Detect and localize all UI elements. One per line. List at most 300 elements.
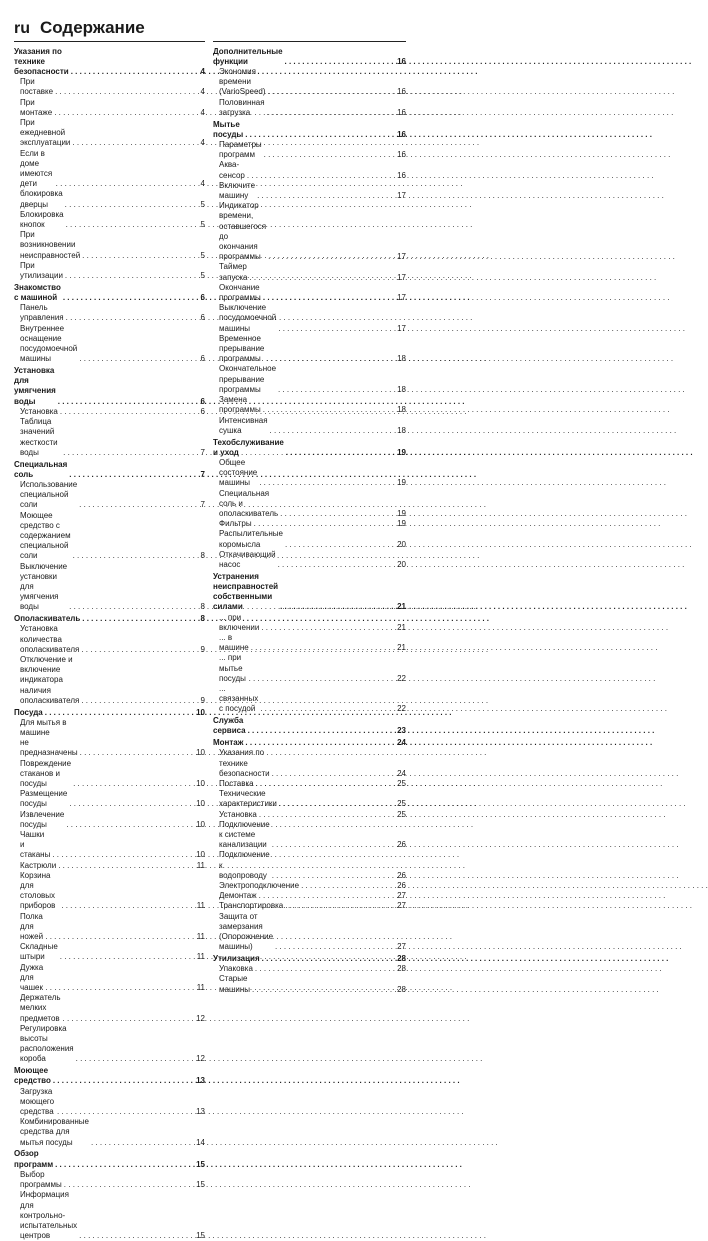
toc-entry-label: Экономия времени (VarioSpeed) bbox=[219, 67, 266, 97]
toc-page-number: 5 bbox=[200, 250, 205, 260]
toc-entry-label: Утилизация bbox=[213, 954, 260, 964]
toc-page-number: 8 bbox=[200, 602, 205, 612]
toc-entry bbox=[14, 417, 205, 458]
toc-page-number: 4 bbox=[200, 138, 205, 148]
toc-entry-label: Служба сервиса bbox=[213, 716, 246, 736]
dot-leader bbox=[61, 901, 193, 911]
toc-entry bbox=[213, 789, 406, 809]
dot-leader bbox=[73, 551, 193, 561]
toc-entry bbox=[213, 633, 406, 653]
toc-section-heading bbox=[213, 438, 406, 458]
toc-entry-label: Панель управления bbox=[20, 303, 64, 323]
toc-entry-label: Корзина для столовых приборов bbox=[20, 870, 56, 911]
toc-entry bbox=[14, 261, 205, 281]
toc-entry bbox=[14, 511, 205, 562]
toc-page-number: 16 bbox=[397, 107, 406, 117]
toc-entry-label: Размещение посуды bbox=[20, 789, 68, 809]
toc-page-number: 16 bbox=[397, 170, 406, 180]
dot-leader bbox=[261, 623, 394, 633]
toc-page-number: 5 bbox=[200, 271, 205, 281]
toc-entry bbox=[213, 283, 406, 303]
dot-leader bbox=[279, 799, 394, 809]
toc-page-number: 13 bbox=[196, 1076, 205, 1086]
toc-page-number: 5 bbox=[200, 199, 205, 209]
dot-leader bbox=[58, 861, 193, 871]
toc-entry bbox=[14, 189, 205, 209]
toc-entry bbox=[14, 993, 205, 1024]
dot-leader bbox=[264, 150, 394, 160]
toc-page-number: 26 bbox=[397, 881, 406, 891]
toc-page-number: 23 bbox=[397, 726, 406, 736]
toc-page-number: 11 bbox=[196, 932, 205, 942]
dot-leader bbox=[69, 470, 193, 480]
dot-leader bbox=[268, 87, 394, 97]
toc-entry-label: При монтаже bbox=[20, 97, 53, 117]
toc-page-number: 27 bbox=[397, 891, 406, 901]
toc-entry-label: Таблица значений жесткости воды bbox=[20, 417, 58, 457]
toc-section-heading bbox=[14, 47, 205, 78]
toc-entry-label: Установка bbox=[219, 809, 257, 819]
toc-entry bbox=[213, 529, 406, 549]
toc-page-number: 17 bbox=[397, 293, 406, 303]
toc-entry-label: Держатель мелких предметов bbox=[20, 993, 61, 1023]
toc-page-number: 16 bbox=[397, 129, 406, 139]
toc-entry bbox=[14, 963, 205, 994]
toc-entry bbox=[14, 810, 205, 830]
toc-section-heading bbox=[14, 614, 205, 624]
toc-page-number: 10 bbox=[196, 819, 205, 829]
dot-leader bbox=[79, 500, 193, 510]
toc-entry bbox=[14, 861, 205, 871]
toc-page-number: 17 bbox=[397, 252, 406, 262]
toc-entry-label: Параметры программ bbox=[219, 140, 262, 160]
toc-page-number: 24 bbox=[397, 738, 406, 748]
toc-page-number: 18 bbox=[397, 384, 406, 394]
toc-entry-label: Устранения неисправностей собственными силами bbox=[213, 571, 279, 612]
toc-page-number: 17 bbox=[397, 323, 406, 333]
toc-entry bbox=[213, 810, 406, 820]
dot-leader bbox=[272, 871, 394, 881]
toc-page-number: 25 bbox=[397, 799, 406, 809]
toc-page-number: 7 bbox=[200, 469, 205, 479]
toc-page-number: 18 bbox=[397, 354, 406, 364]
page-header bbox=[14, 18, 145, 40]
toc-entry-label: Техобслуживание и уход bbox=[213, 437, 284, 457]
toc-page-number: 10 bbox=[196, 778, 205, 788]
dot-leader bbox=[80, 748, 193, 758]
toc-entry-label: Ополаскиватель bbox=[14, 614, 81, 624]
toc-page-number: 11 bbox=[196, 983, 205, 993]
toc-section-heading bbox=[14, 708, 205, 718]
toc-page-number: 22 bbox=[397, 704, 406, 714]
toc-entry bbox=[213, 364, 406, 395]
toc-entry-label: ... в машине bbox=[219, 632, 249, 653]
dot-leader bbox=[45, 983, 193, 993]
dot-leader bbox=[66, 820, 193, 830]
toc-entry-label: Распылительные коромысла bbox=[219, 529, 283, 549]
toc-page-number: 11 bbox=[196, 901, 205, 911]
dot-leader bbox=[272, 840, 394, 850]
dot-leader bbox=[71, 67, 193, 77]
toc-entry bbox=[213, 820, 406, 851]
toc-page-number: 28 bbox=[397, 954, 406, 964]
dot-leader bbox=[63, 1014, 193, 1024]
toc-entry-label: При возникновении неисправностей bbox=[20, 230, 81, 260]
toc-page-number: 27 bbox=[397, 942, 406, 952]
dot-leader bbox=[254, 519, 394, 529]
dot-leader bbox=[72, 138, 193, 148]
toc-right-column bbox=[213, 45, 406, 995]
toc-entry-label: Отключение и включение индикатора наличия ополаскивателя bbox=[20, 654, 80, 705]
toc-page-number: 15 bbox=[196, 1231, 205, 1241]
dot-leader bbox=[255, 964, 394, 974]
toc-entry bbox=[14, 1117, 205, 1148]
dot-leader bbox=[260, 704, 394, 714]
toc-entry-label: Указания по технике безопасности bbox=[14, 46, 69, 76]
toc-entry-label: Откачивающий насос bbox=[219, 549, 276, 569]
dot-leader bbox=[63, 448, 193, 458]
toc-entry bbox=[213, 181, 406, 201]
toc-page-number: 28 bbox=[397, 964, 406, 974]
dot-leader bbox=[245, 130, 394, 140]
toc-page-number: 6 bbox=[200, 406, 205, 416]
dot-leader bbox=[268, 252, 394, 262]
toc-page-number: 11 bbox=[196, 952, 205, 962]
dot-leader bbox=[66, 220, 193, 230]
toc-entry bbox=[213, 653, 406, 684]
dot-leader bbox=[252, 985, 394, 995]
dot-leader bbox=[285, 57, 394, 67]
toc-page-number: 10 bbox=[196, 707, 205, 717]
toc-entry-label: ... связанных с посудой bbox=[219, 683, 259, 714]
toc-entry bbox=[213, 974, 406, 994]
dot-leader bbox=[82, 251, 193, 261]
toc-entry-label: Использование специальной соли bbox=[20, 479, 78, 510]
toc-page-number: 18 bbox=[397, 425, 406, 435]
toc-entry bbox=[14, 655, 205, 706]
toc-entry-label: Установка bbox=[20, 406, 58, 416]
toc-page-number: 10 bbox=[196, 799, 205, 809]
toc-left-column bbox=[14, 45, 205, 1241]
dot-leader bbox=[69, 602, 193, 612]
dot-leader bbox=[57, 1107, 193, 1117]
toc-page-number: 20 bbox=[397, 559, 406, 569]
toc-page-number: 8 bbox=[200, 551, 205, 561]
toc-entry bbox=[14, 324, 205, 365]
toc-entry-label: Выключение посудомоечной машины bbox=[219, 303, 277, 333]
toc-entry bbox=[14, 230, 205, 261]
dot-leader bbox=[286, 448, 394, 458]
toc-page-number: 6 bbox=[200, 313, 205, 323]
toc-entry-label: Если в доме имеются дети bbox=[20, 148, 53, 189]
toc-entry-label: Аква-сенсор bbox=[219, 160, 245, 180]
toc-entry-label: Фильтры bbox=[219, 519, 252, 529]
toc-page-number: 6 bbox=[200, 354, 205, 364]
toc-entry-label: Старые машины bbox=[219, 974, 251, 994]
dot-leader bbox=[249, 674, 394, 684]
toc-entry bbox=[213, 519, 406, 529]
toc-page-number: 12 bbox=[196, 1054, 205, 1064]
toc-entry bbox=[213, 201, 406, 262]
toc-entry-label: Обзор программ bbox=[14, 1149, 54, 1169]
toc-page-number: 25 bbox=[397, 809, 406, 819]
dot-leader bbox=[60, 952, 193, 962]
dot-leader bbox=[69, 799, 193, 809]
dot-leader bbox=[280, 509, 394, 519]
dot-leader bbox=[79, 1231, 193, 1241]
dot-leader bbox=[45, 932, 193, 942]
dot-leader bbox=[259, 891, 394, 901]
dot-leader bbox=[53, 1076, 193, 1086]
toc-page-number: 18 bbox=[397, 405, 406, 415]
toc-entry-label: Окончание программы bbox=[219, 282, 261, 303]
toc-entry bbox=[14, 149, 205, 190]
toc-page-number: 21 bbox=[397, 643, 406, 653]
toc-entry bbox=[14, 407, 205, 417]
language-code: ru bbox=[14, 20, 30, 37]
toc-page-number: 7 bbox=[200, 447, 205, 457]
toc-page-number: 10 bbox=[196, 850, 205, 860]
dot-leader bbox=[55, 1160, 193, 1170]
toc-entry-label: Специальная соль и ополаскиватель bbox=[219, 488, 279, 518]
toc-entry-label: ... при мытье посуды bbox=[219, 653, 246, 683]
dot-leader bbox=[54, 108, 193, 118]
toc-page-number: 15 bbox=[196, 1180, 205, 1190]
toc-entry bbox=[14, 98, 205, 118]
toc-page-number: 11 bbox=[196, 860, 205, 870]
toc-page-number: 12 bbox=[196, 1013, 205, 1023]
toc-entry-label: Подключение к водопроводу bbox=[219, 850, 270, 880]
toc-entry bbox=[213, 891, 406, 901]
toc-entry-label: Индикатор времени, оставшегося до окончания программы bbox=[219, 201, 267, 262]
toc-entry-label: Посуда bbox=[14, 707, 43, 717]
dot-leader bbox=[60, 407, 193, 417]
dot-leader bbox=[256, 779, 394, 789]
toc-page-number: 9 bbox=[200, 695, 205, 705]
toc-entry bbox=[213, 98, 406, 118]
dot-leader bbox=[65, 200, 193, 210]
toc-entry bbox=[213, 779, 406, 789]
toc-entry bbox=[14, 942, 205, 962]
toc-entry-label: Электроподключение bbox=[219, 881, 300, 891]
dot-leader bbox=[55, 87, 193, 97]
toc-page-number: 17 bbox=[397, 272, 406, 282]
dot-leader bbox=[45, 708, 193, 718]
toc-entry bbox=[213, 416, 406, 436]
toc-entry-label: Технические характеристики bbox=[219, 789, 277, 809]
toc-entry-label: При утилизации bbox=[20, 260, 63, 281]
toc-section-heading bbox=[14, 1066, 205, 1086]
toc-page-number: 19 bbox=[397, 478, 406, 488]
toc-entry bbox=[213, 901, 406, 911]
toc-page-number: 13 bbox=[196, 1107, 205, 1117]
toc-entry bbox=[213, 748, 406, 779]
toc-entry bbox=[14, 1024, 205, 1065]
page-title: Содержание bbox=[40, 18, 145, 37]
toc-entry-label: Дужка для чашек bbox=[20, 962, 44, 993]
toc-page-number: 5 bbox=[200, 220, 205, 230]
toc-entry-label: Полка для ножей bbox=[20, 911, 44, 942]
toc-page-number: 16 bbox=[397, 150, 406, 160]
toc-entry-label: Комбинированные средства для мытья посуды bbox=[20, 1117, 89, 1147]
dot-leader bbox=[82, 614, 193, 624]
toc-entry bbox=[213, 684, 406, 715]
toc-page-number: 25 bbox=[397, 778, 406, 788]
toc-page-number: 19 bbox=[397, 447, 406, 457]
toc-section-heading bbox=[213, 120, 406, 140]
toc-section-heading bbox=[14, 366, 205, 407]
toc-entry bbox=[213, 160, 406, 180]
toc-page-number: 8 bbox=[200, 614, 205, 624]
toc-entry-label: Защита от замерзания (Опорожнение машины) bbox=[219, 911, 274, 952]
dot-leader bbox=[73, 779, 193, 789]
toc-entry-label: Интенсивная сушка bbox=[219, 415, 268, 435]
toc-page-number: 4 bbox=[200, 87, 205, 97]
toc-section-heading bbox=[14, 283, 205, 303]
toc-entry bbox=[14, 77, 205, 97]
toc-section-heading bbox=[14, 1149, 205, 1169]
dot-leader bbox=[79, 354, 193, 364]
toc-page-number: 16 bbox=[397, 56, 406, 66]
toc-entry-label: ... при включении bbox=[219, 612, 260, 632]
toc-page-number: 19 bbox=[397, 508, 406, 518]
toc-section-heading bbox=[213, 716, 406, 736]
toc-page-number: 4 bbox=[200, 67, 205, 76]
dot-leader bbox=[91, 1138, 193, 1148]
dot-leader bbox=[275, 942, 394, 952]
toc-page-number: 24 bbox=[397, 768, 406, 778]
dot-leader bbox=[58, 397, 193, 407]
dot-leader bbox=[267, 108, 394, 118]
dot-leader bbox=[65, 271, 193, 281]
toc-entry-label: Подключение к системе канализации bbox=[219, 819, 270, 850]
toc-entry bbox=[14, 830, 205, 861]
dot-leader bbox=[278, 385, 394, 395]
dot-leader bbox=[81, 645, 193, 655]
toc-page-number: 4 bbox=[200, 179, 205, 189]
dot-leader bbox=[285, 901, 394, 911]
dot-leader bbox=[266, 354, 394, 364]
dot-leader bbox=[280, 602, 394, 612]
dot-leader bbox=[257, 191, 394, 201]
toc-entry-label: Мытье посуды bbox=[213, 119, 244, 139]
dot-leader bbox=[301, 881, 394, 891]
toc-entry bbox=[213, 850, 406, 881]
toc-entry-label: Извлечение посуды bbox=[20, 809, 65, 829]
toc-entry-label: блокировка дверцы bbox=[20, 189, 63, 209]
toc-entry-label: Информация для контрольно- испытательных центров bbox=[20, 1190, 78, 1241]
toc-entry-label: При поставке bbox=[20, 77, 54, 97]
dot-leader bbox=[259, 478, 394, 488]
toc-entry bbox=[213, 964, 406, 974]
toc-section-heading bbox=[213, 572, 406, 613]
dot-leader bbox=[52, 850, 193, 860]
toc-entry bbox=[14, 759, 205, 790]
toc-entry-label: Общее состояние машины bbox=[219, 457, 258, 488]
toc-entry-label: Выключение установки для умягчения воды bbox=[20, 561, 68, 612]
toc-page-number: 15 bbox=[196, 1159, 205, 1169]
toc-entry-label: Установка количества ополаскивателя bbox=[20, 624, 80, 654]
toc-entry-label: Дополнительные функции bbox=[213, 46, 283, 66]
toc-entry bbox=[213, 881, 406, 891]
toc-entry-label: Специальная соль bbox=[14, 459, 68, 479]
toc-entry bbox=[213, 67, 406, 98]
toc-entry bbox=[213, 613, 406, 633]
toc-page-number: 19 bbox=[397, 519, 406, 529]
header-rule-right bbox=[213, 41, 406, 42]
toc-entry-label: Чашки и стаканы bbox=[20, 830, 51, 860]
dot-leader bbox=[76, 1054, 193, 1064]
toc-entry-label: Повреждение стаканов и посуды bbox=[20, 758, 72, 788]
dot-leader bbox=[272, 769, 394, 779]
toc-entry-label: Моющее средство с содержанием специальной соли bbox=[20, 510, 71, 561]
toc-entry-label: Временное прерывание программы bbox=[219, 333, 265, 364]
toc-entry bbox=[14, 118, 205, 149]
toc-page-number: 9 bbox=[200, 644, 205, 654]
toc-entry-label: Половинная загрузка bbox=[219, 97, 265, 117]
toc-entry bbox=[14, 1190, 205, 1241]
dot-leader bbox=[63, 293, 193, 303]
toc-entry bbox=[213, 303, 406, 334]
toc-entry-label: Для мытья в машине не предназначены bbox=[20, 717, 78, 758]
dot-leader bbox=[285, 540, 394, 550]
toc-entry bbox=[14, 912, 205, 943]
toc-entry-label: Установка для умягчения воды bbox=[14, 366, 56, 406]
toc-entry bbox=[213, 334, 406, 365]
toc-entry bbox=[14, 480, 205, 511]
toc-entry bbox=[14, 624, 205, 655]
toc-entry bbox=[213, 550, 406, 570]
toc-page-number: 6 bbox=[200, 293, 205, 303]
toc-entry-label: Загрузка моющего средства bbox=[20, 1086, 55, 1117]
toc-entry bbox=[213, 262, 406, 282]
toc-entry-label: Демонтаж bbox=[219, 891, 257, 901]
toc-page-number: 4 bbox=[200, 107, 205, 117]
toc-page-number: 27 bbox=[397, 901, 406, 911]
dot-leader bbox=[247, 171, 394, 181]
toc-page-number: 28 bbox=[397, 984, 406, 994]
toc-entry-label: Транспортировка bbox=[219, 901, 284, 911]
toc-entry-label: Складные штыри bbox=[20, 942, 58, 962]
toc-entry-label: Кастрюли bbox=[20, 860, 57, 870]
toc-entry-label: При ежедневной эксплуатации bbox=[20, 118, 71, 148]
toc-entry bbox=[14, 789, 205, 809]
toc-page-number: 6 bbox=[200, 396, 205, 406]
toc-entry bbox=[213, 489, 406, 520]
toc-entry bbox=[14, 210, 205, 230]
dot-leader bbox=[56, 179, 193, 189]
dot-leader bbox=[270, 426, 394, 436]
toc-section-heading bbox=[213, 47, 406, 67]
toc-entry-label: Знакомство с машиной bbox=[14, 282, 61, 303]
toc-entry bbox=[213, 912, 406, 953]
toc-entry-label: Регулировка высоты расположения короба bbox=[20, 1023, 74, 1064]
toc-page-number: 7 bbox=[200, 500, 205, 510]
toc-page-number: 22 bbox=[397, 673, 406, 683]
toc-entry-label: Монтаж bbox=[213, 738, 244, 748]
dot-leader bbox=[66, 313, 193, 323]
toc-page-number: 21 bbox=[397, 602, 406, 612]
dot-leader bbox=[259, 810, 394, 820]
toc-page-number: 20 bbox=[397, 539, 406, 549]
dot-leader bbox=[245, 738, 394, 748]
toc-entry-label: Поставка bbox=[219, 778, 254, 788]
toc-page-number: 16 bbox=[397, 87, 406, 97]
dot-leader bbox=[248, 726, 394, 736]
toc-page-number: 26 bbox=[397, 870, 406, 880]
toc-page-number: 21 bbox=[397, 622, 406, 632]
toc-entry bbox=[14, 871, 205, 912]
